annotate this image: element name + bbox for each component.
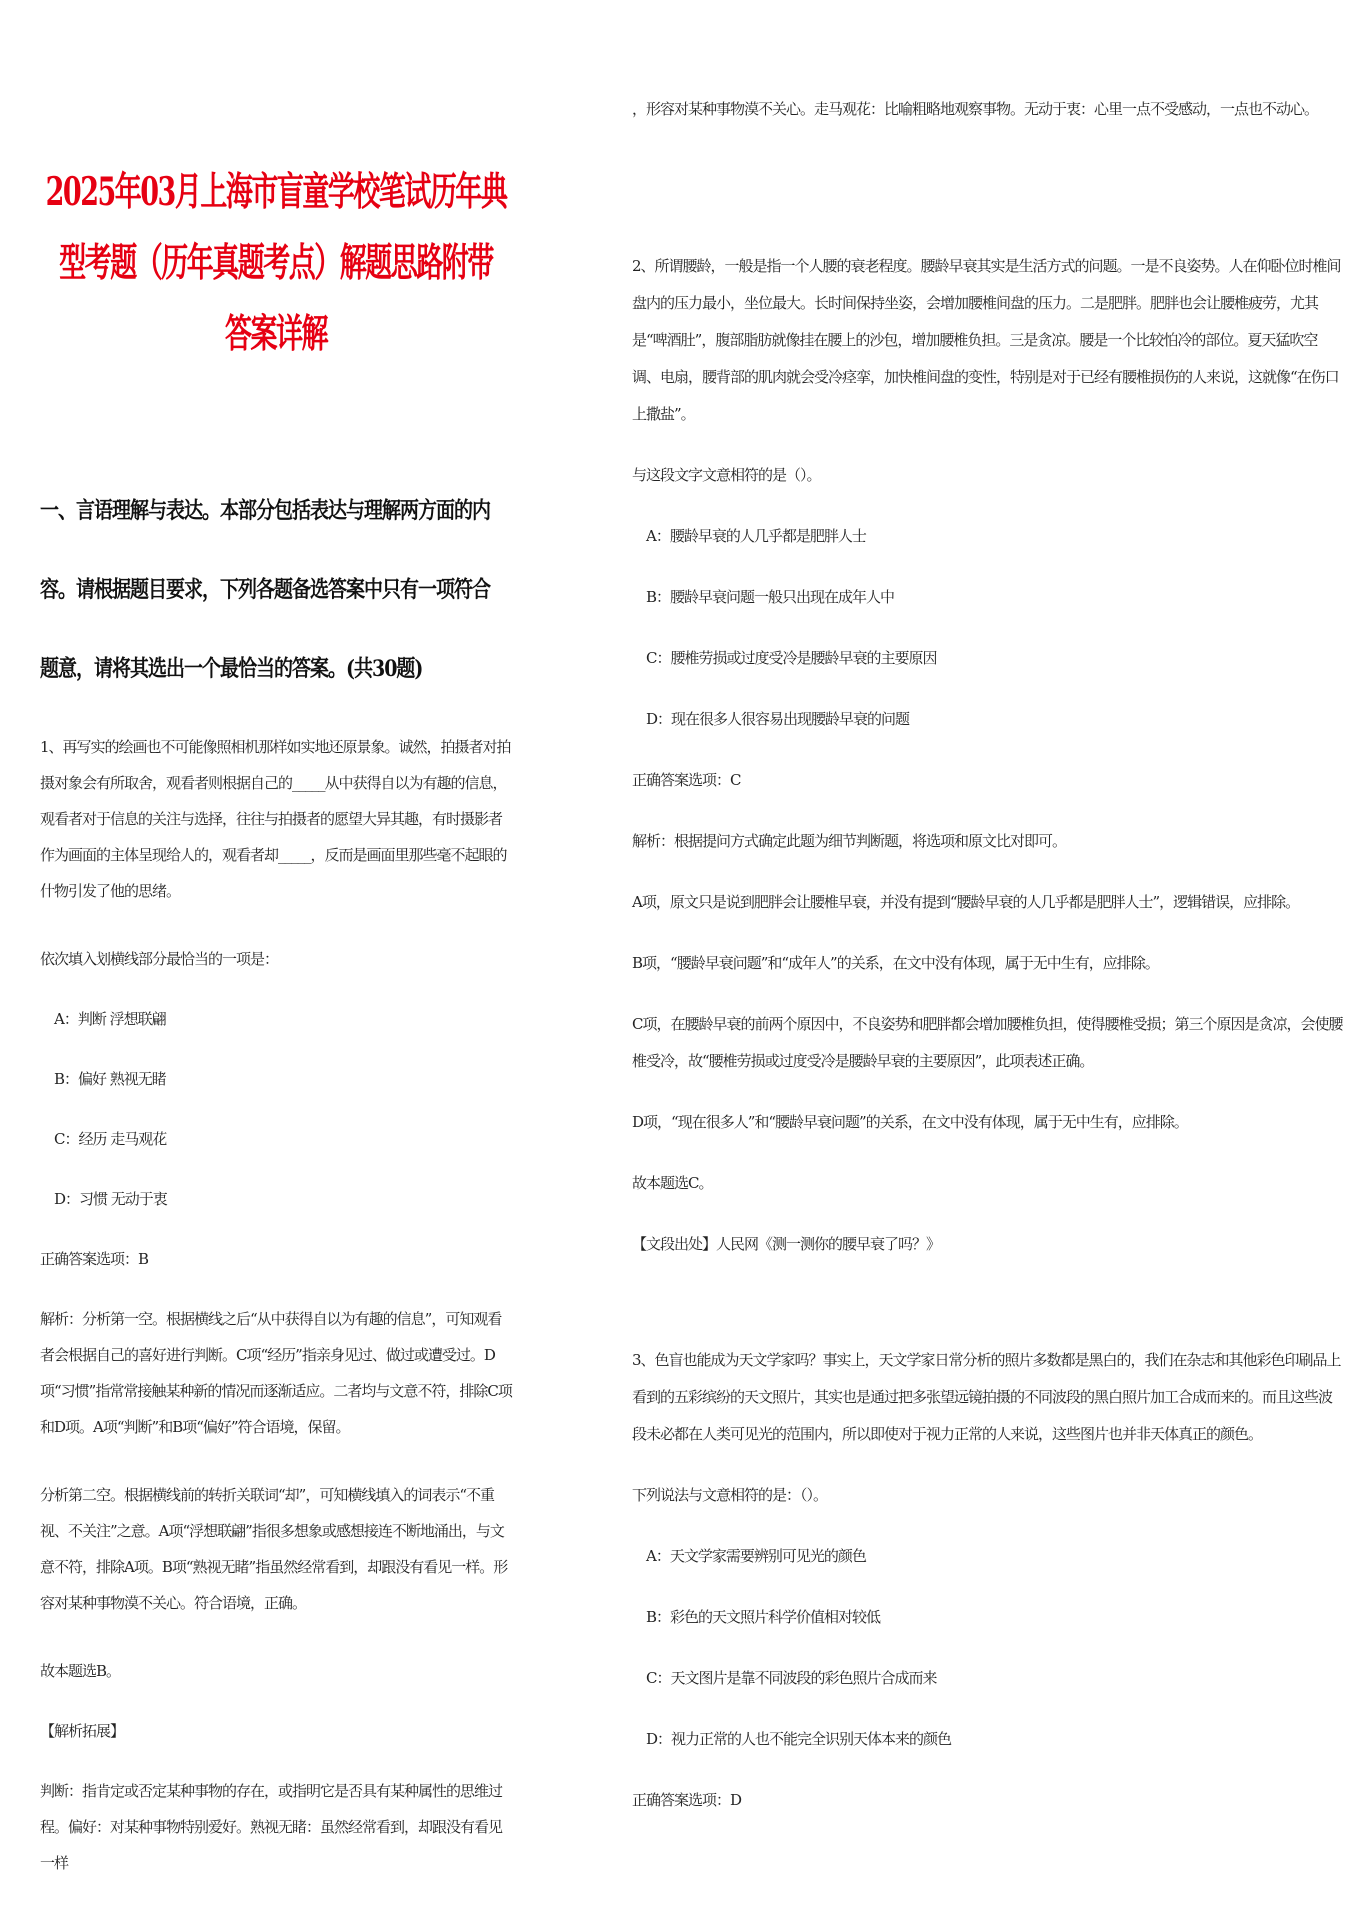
- question-prompt: 与这段文字文意相符的是（）。: [632, 466, 821, 484]
- source-note: 【文段出处】人民网《测一测你的腰早衰了吗？》: [632, 1235, 941, 1253]
- option-a: A：天文学家需要辨别可见光的颜色: [646, 1547, 866, 1565]
- question-stem: 3、色盲也能成为天文学家吗？事实上，天文学家日常分析的照片多数都是黑白的，我们在杂志和其他彩色印刷品上看到的五彩缤纷的天文照片，其实也是通过把多张望远镜拍摄的不同波段的黑白照片加工合成而来的。而且这些波段未必都在人类可见光的范围内，所以即使对于视力正常的人来说，这些图片也并非天体真正的颜色。: [632, 1351, 1341, 1443]
- question-stem: 2、所谓腰龄，一般是指一个人腰的衰老程度。腰龄早衰其实是生活方式的问题。一是不良姿势。人在仰卧位时椎间盘内的压力最小，坐位最大。长时间保持坐姿，会增加腰椎间盘的压力。二是肥胖。肥胖也会让腰椎疲劳，尤其是“啤酒肚”，腹部脂肪就像挂在腰上的沙包，增加腰椎负担。三是贪凉。腰是一个比较怕冷的部位。夏天猛吹空调、电扇，腰背部的肌肉就会受冷痉挛，加快椎间盘的变性，特别是对于已经有腰椎损伤的人来说，这就像“在伤口上撒盐”。: [632, 257, 1341, 423]
- extension-heading: 【解析拓展】: [40, 1722, 125, 1740]
- conclusion-line: 故本题选B。: [40, 1662, 121, 1680]
- extension-continued-block: [632, 91, 1344, 128]
- question-stem: 1、再写实的绘画也不可能像照相机那样如实地还原景象。诚然，拍摄者对拍摄对象会有所取舍，观看者则根据自己的_____从中获得自以为有趣的信息，观看者对于信息的关注与选择，往往与拍摄者的愿望大异其趣，有时摄影者作为画面的主体呈现给人的，观看者却_____，反而是画面里那些毫不起眼的什物引发了他的思绪。: [40, 738, 511, 900]
- analysis-paragraph: A项，原文只是说到肥胖会让腰椎早衰，并没有提到“腰龄早衰的人几乎都是肥胖人士”，逻辑错误，应排除。: [632, 893, 1300, 911]
- analysis-paragraph: 分析第二空。根据横线前的转折关联词“却”，可知横线填入的词表示“不重视、不关注”之意。A项“浮想联翩”指很多想象或感想接连不断地涌出，与文意不符，排除A项。B项“熟视无睹”指虽然经常看到，却跟没有看见一样。形容对某种事物漠不关心。符合语境，正确。: [40, 1486, 508, 1612]
- analysis-paragraph: C项，在腰龄早衰的前两个原因中，不良姿势和肥胖都会增加腰椎负担，使得腰椎受损；第三个原因是贪凉，会使腰椎受冷，故“腰椎劳损或过度受冷是腰龄早衰的主要原因”，此项表述正确。: [632, 1015, 1343, 1070]
- section-heading-line: 题意，请将其选出一个最恰当的答案。(共30题): [40, 655, 423, 683]
- question-2-block: [632, 248, 1344, 1263]
- option-a: A：判断 浮想联翩: [54, 1010, 166, 1028]
- title-line: 答案详解: [225, 312, 327, 357]
- option-b: B：偏好 熟视无睹: [54, 1070, 166, 1088]
- document-title: [40, 157, 512, 370]
- analysis-paragraph: 解析：分析第一空。根据横线之后“从中获得自以为有趣的信息”，可知观看者会根据自己的喜好进行判断。C项“经历”指亲身见过、做过或遭受过。D项“习惯”指常常接触某种新的情况而逐渐适应。二者均与文意不符，排除C项和D项。A项“判断”和B项“偏好”符合语境，保留。: [40, 1310, 512, 1436]
- answer-line: 正确答案选项：B: [40, 1250, 149, 1268]
- question-1-block: [40, 729, 512, 1881]
- extension-text: 判断：指肯定或否定某种事物的存在，或指明它是否具有某种属性的思维过程。偏好：对某种事物特别爱好。熟视无睹：虽然经常看到，却跟没有看见一样: [40, 1782, 503, 1872]
- analysis-paragraph: 解析：根据提问方式确定此题为细节判断题，将选项和原文比对即可。: [632, 832, 1067, 850]
- answer-line: 正确答案选项：D: [632, 1791, 742, 1809]
- option-a: A：腰龄早衰的人几乎都是肥胖人士: [646, 527, 866, 545]
- question-3-block: [632, 1342, 1344, 1819]
- option-d: D：习惯 无动于衷: [54, 1190, 167, 1208]
- extension-text-continued: ，形容对某种事物漠不关心。走马观花：比喻粗略地观察事物。无动于衷：心里一点不受感动，一点也不动心。: [632, 100, 1319, 118]
- question-prompt: 依次填入划横线部分最恰当的一项是：: [40, 950, 279, 968]
- analysis-paragraph: D项，“现在很多人”和“腰龄早衰问题”的关系，在文中没有体现，属于无中生有，应排除。: [632, 1113, 1188, 1131]
- option-c: C：经历 走马观花: [54, 1130, 167, 1148]
- title-line: 2025年03月上海市盲童学校笔试历年典: [45, 170, 507, 215]
- option-d: D：视力正常的人也不能完全识别天体本来的颜色: [646, 1730, 952, 1748]
- question-prompt: 下列说法与文意相符的是：（）。: [632, 1486, 828, 1504]
- section-heading-line: 一、言语理解与表达。本部分包括表达与理解两方面的内: [40, 497, 491, 525]
- answer-line: 正确答案选项：C: [632, 771, 741, 789]
- conclusion-line: 故本题选C。: [632, 1174, 713, 1192]
- section-heading: [40, 472, 512, 709]
- option-b: B：腰龄早衰问题一般只出现在成年人中: [646, 588, 895, 606]
- option-c: C：腰椎劳损或过度受冷是腰龄早衰的主要原因: [646, 649, 937, 667]
- section-heading-line: 容。请根据题目要求，下列各题备选答案中只有一项符合: [40, 576, 491, 604]
- analysis-paragraph: B项，“腰龄早衰问题”和“成年人”的关系，在文中没有体现，属于无中生有，应排除。: [632, 954, 1159, 972]
- option-d: D：现在很多人很容易出现腰龄早衰的问题: [646, 710, 910, 728]
- option-c: C：天文图片是靠不同波段的彩色照片合成而来: [646, 1669, 937, 1687]
- title-line: 型考题（历年真题考点）解题思路附带: [59, 241, 493, 286]
- option-b: B：彩色的天文照片科学价值相对较低: [646, 1608, 881, 1626]
